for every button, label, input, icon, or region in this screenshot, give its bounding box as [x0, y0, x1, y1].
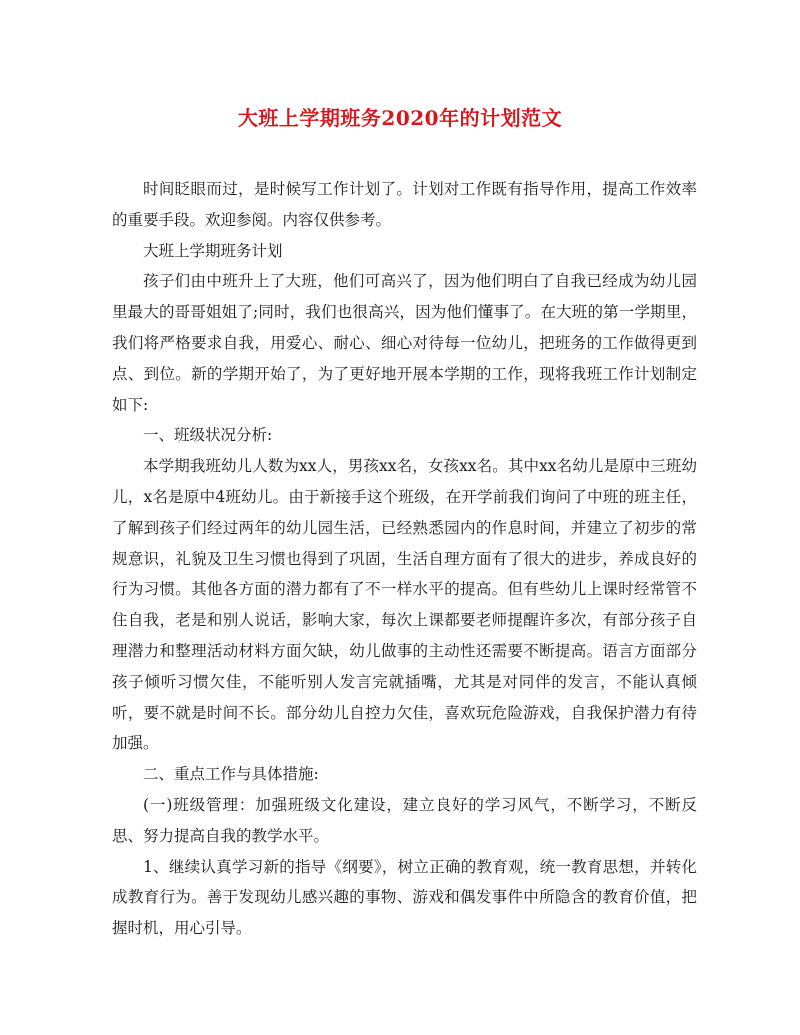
intro-paragraph: 时间眨眼而过，是时候写工作计划了。计划对工作既有指导作用，提高工作效率的重要手段。欢迎参阅。内容仅供参考。	[112, 180, 697, 229]
document-title: 大班上学期班务2020年的计划范文	[237, 106, 563, 130]
document-body	[112, 174, 697, 944]
body-paragraph: (一)班级管理：加强班级文化建设，建立良好的学习风气，不断学习，不断反思、努力提高自我的教学水平。	[112, 795, 697, 845]
section-heading: 二、重点工作与具体措施:	[143, 765, 319, 784]
section-heading: 一、班级状况分析:	[143, 426, 273, 445]
body-paragraph: 1、继续认真学习新的指导《纲要》，树立正确的教育观，统一教育思想，并转化成教育行为。善于发现幼儿感兴趣的事物、游戏和偶发事件中所隐含的教育价值，把握时机，用心引导。	[112, 857, 697, 938]
body-paragraph: 孩子们由中班升上了大班，他们可高兴了，因为他们明白了自我已经成为幼儿园里最大的哥哥姐姐了;同时，我们也很高兴，因为他们懂事了。在大班的第一学期里，我们将严格要求自我，用爱心、耐心、细心对待每一位幼儿，把班务的工作做得更到点、到位。新的学期开始了，为了更好地开展本学期的工作，现将我班工作计划制定如下:	[112, 272, 697, 414]
plan-heading: 大班上学期班务计划	[143, 241, 283, 260]
body-paragraph: 本学期我班幼儿人数为xx人，男孩xx名，女孩xx名。其中xx名幼儿是原中三班幼儿，x名是原中4班幼儿。由于新接手这个班级，在开学前我们询问了中班的班主任，了解到孩子们经过两年的幼儿园生活，已经熟悉园内的作息时间，并建立了初步的常规意识，礼貌及卫生习惯也得到了巩固，生活自理方面有了很大的进步，养成良好的行为习惯。其他各方面的潜力都有了不一样水平的提高。但有些幼儿上课时经常管不住自我，老是和别人说话，影响大家，每次上课都要老师提醒许多次，有部分孩子自理潜力和整理活动材料方面欠缺，幼儿做事的主动性还需要不断提高。语言方面部分孩子倾听习惯欠佳，不能听别人发言完就插嘴，尤其是对同伴的发言，不能认真倾听，要不就是时间不长。部分幼儿自控力欠佳，喜欢玩危险游戏，自我保护潜力有待加强。	[112, 457, 697, 753]
